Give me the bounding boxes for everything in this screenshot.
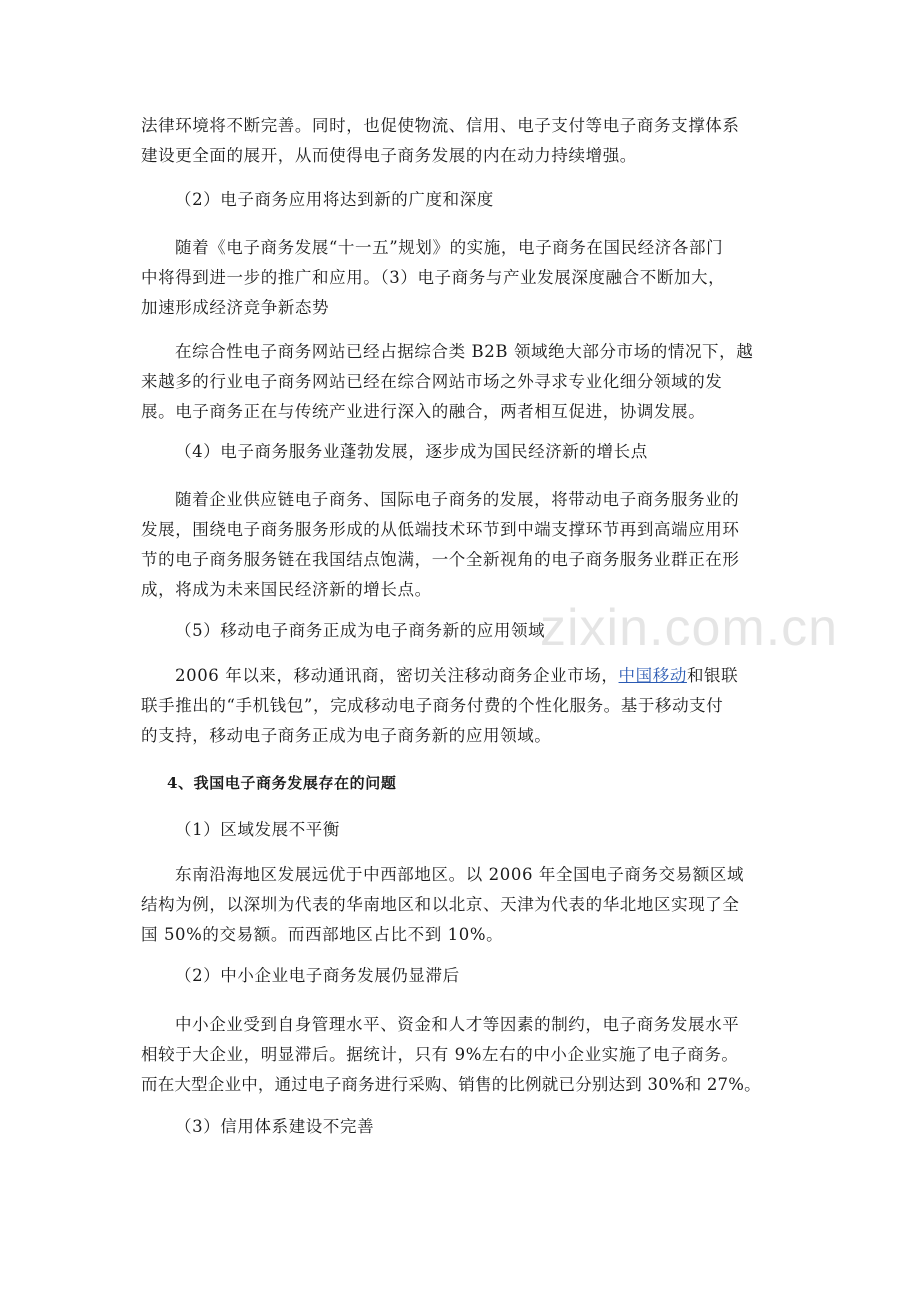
paragraph [141,233,781,323]
text-line: 中将得到进一步的推广和应用。（3）电子商务与产业发展深度融合不断加大， [141,268,726,287]
text-line: 东南沿海地区发展远优于中西部地区。以 2006 年全国电子商务交易额区域 [175,865,745,884]
text-line: 来越多的行业电子商务网站已经在综合网站市场之外寻求专业化细分领域的发 [141,372,723,391]
text-line: 联手推出的“手机钱包”，完成移动电子商务付费的个性化服务。基于移动支付 [141,696,724,715]
text-line: 在综合性电子商务网站已经占据综合类 B2B 领域绝大部分市场的情况下，越 [175,342,754,361]
section-heading [141,768,781,798]
text-line: 建设更全面的展开，从而使得电子商务发展的内在动力持续增强。 [141,146,637,165]
text-line: 发展，围绕电子商务服务形成的从低端技术环节到中端支撑环节再到高端应用环 [141,520,740,539]
text-line: （2）中小企业电子商务发展仍显滞后 [175,966,460,985]
text-line: 随着《电子商务发展“十一五”规划》的实施，电子商务在国民经济各部门 [175,238,724,257]
text-line [141,661,781,691]
text-line: 4、我国电子商务发展存在的问题 [167,774,397,792]
subheading [141,961,781,991]
text-line: 而在大型企业中，通过电子商务进行采购、销售的比例就已分别达到 30%和 27%。 [141,1075,761,1094]
paragraph [141,661,781,751]
text-line: （3）信用体系建设不完善 [175,1117,375,1136]
text-line: 结构为例，以深圳为代表的华南地区和以北京、天津为代表的华北地区实现了全 [141,895,740,914]
paragraph [141,1010,781,1100]
text-line: 中小企业受到自身管理水平、资金和人才等因素的制约，电子商务发展水平 [175,1015,740,1034]
text-line: （2）电子商务应用将达到新的广度和深度 [175,190,494,209]
subheading [141,437,781,467]
text-line: 展。电子商务正在与传统产业进行深入的融合，两者相互促进，协调发展。 [141,402,706,421]
text-line: 的支持，移动电子商务正成为电子商务新的应用领域。 [141,726,552,745]
text-line: 随着企业供应链电子商务、国际电子商务的发展，将带动电子商务服务业的 [175,490,740,509]
subheading [141,616,781,646]
text-line: 国 50%的交易额。而西部地区占比不到 10%。 [141,925,504,944]
text-segment: 和银联 [686,666,739,685]
text-line: （4）电子商务服务业蓬勃发展，逐步成为国民经济新的增长点 [175,442,648,461]
text-line: 相较于大企业，明显滞后。据统计，只有 9%左右的中小企业实施了电子商务。 [141,1045,739,1064]
subheading [141,185,781,215]
paragraph [141,860,781,950]
china-mobile-link[interactable]: 中国移动 [618,666,687,685]
text-line: 加速形成经济竞争新态势 [141,298,330,317]
subheading [141,815,781,845]
text-line: 节的电子商务服务链在我国结点饱满，一个全新视角的电子商务服务业群正在形 [141,550,740,569]
text-line: 成，将成为未来国民经济新的增长点。 [141,580,432,599]
text-line: （1）区域发展不平衡 [175,820,340,839]
text-line: 法律环境将不断完善。同时，也促使物流、信用、电子支付等电子商务支撑体系 [141,116,740,135]
subheading [141,1112,781,1142]
paragraph [141,111,781,171]
text-line: （5）移动电子商务正成为电子商务新的应用领域 [175,621,546,640]
paragraph [141,337,781,427]
text-segment: 2006 年以来，移动通讯商，密切关注移动商务企业市场， [175,666,619,685]
paragraph [141,485,781,605]
watermark: zixin.com.cn [540,599,839,657]
